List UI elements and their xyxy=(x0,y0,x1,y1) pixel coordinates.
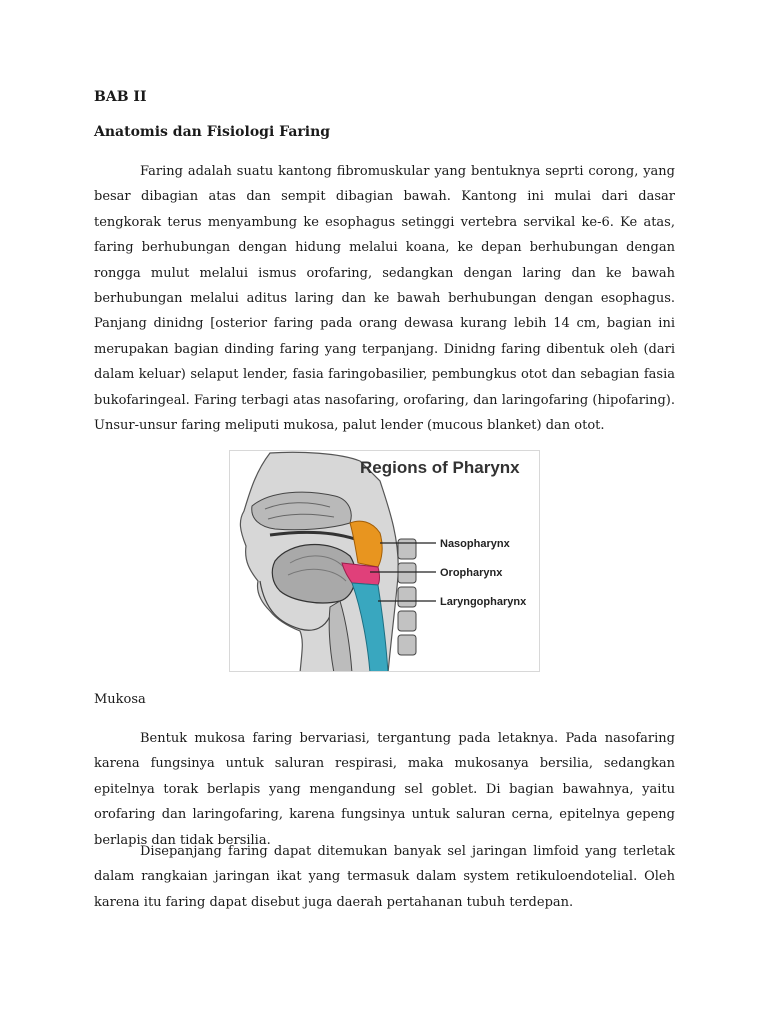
paragraph-pharynx-anatomy-text: Faring adalah suatu kantong fibromuskular yang bentuknya seprti corong, yang besar dibagian atas dan sempit dibagian bawah. Kantong ini mulai dari dasar tengkorak terus menyambung ke esophagus setinggi vertebra servikal ke-6. Ke atas, faring berhubungan dengan hidung melalui koana, ke depan berhubungan dengan rongga mulut melalui ismus orofaring, sedangkan dengan laring dan ke bawah berhubungan melalui aditus laring dan ke bawah berhubungan dengan esophagus. Panjang dinidng [osterior faring pada orang dewasa kurang lebih 14 cm, bagian ini merupakan bagian dinding faring yang terpanjang. Dinidng faring dibentuk oleh (dari dalam keluar) selaput lender, fasia faringobasilier, pembungkus otot dan sebagian fasia bukofaringeal. Faring terbagi atas nasofaring, orofaring, dan laringofaring (hipofaring). Unsur-unsur faring meliputi mukosa, palut lender (mucous blanket) dan otot. xyxy=(94,164,675,434)
cervical-spine xyxy=(398,539,416,655)
tongue xyxy=(272,545,355,603)
nasal-cavity xyxy=(252,492,351,530)
figure-title: Regions of Pharynx xyxy=(360,458,520,477)
section-title: Anatomis dan Fisiologi Faring xyxy=(94,124,331,140)
paragraph-pharynx-anatomy xyxy=(94,159,675,438)
subsection-heading-mukosa: Mukosa xyxy=(94,692,146,707)
label-laryngopharynx: Laryngopharynx xyxy=(440,596,527,608)
label-nasopharynx: Nasopharynx xyxy=(440,538,510,550)
chapter-heading: BAB II xyxy=(94,89,147,105)
paragraph-lymphoid-text: Disepanjang faring dapat ditemukan banyak sel jaringan limfoid yang terletak dalam rangkaian jaringan ikat yang termasuk dalam system retikuloendotelial. Oleh karena itu faring dapat disebut juga daerah pertahanan tubuh terdepan. xyxy=(94,844,675,910)
paragraph-lymphoid xyxy=(94,839,675,915)
paragraph-mukosa xyxy=(94,726,675,853)
paragraph-mukosa-text: Bentuk mukosa faring bervariasi, tergantung pada letaknya. Pada nasofaring karena fungsinya untuk saluran respirasi, maka mukosanya bersilia, sedangkan epitelnya torak berlapis yang mengandung sel goblet. Di bagian bawahnya, yaitu orofaring dan laringofaring, karena fungsinya untuk saluran cerna, epitelnya gepeng berlapis dan tidak bersilia. xyxy=(94,731,675,848)
label-oropharynx: Oropharynx xyxy=(440,567,503,579)
pharynx-regions-figure xyxy=(229,450,540,672)
